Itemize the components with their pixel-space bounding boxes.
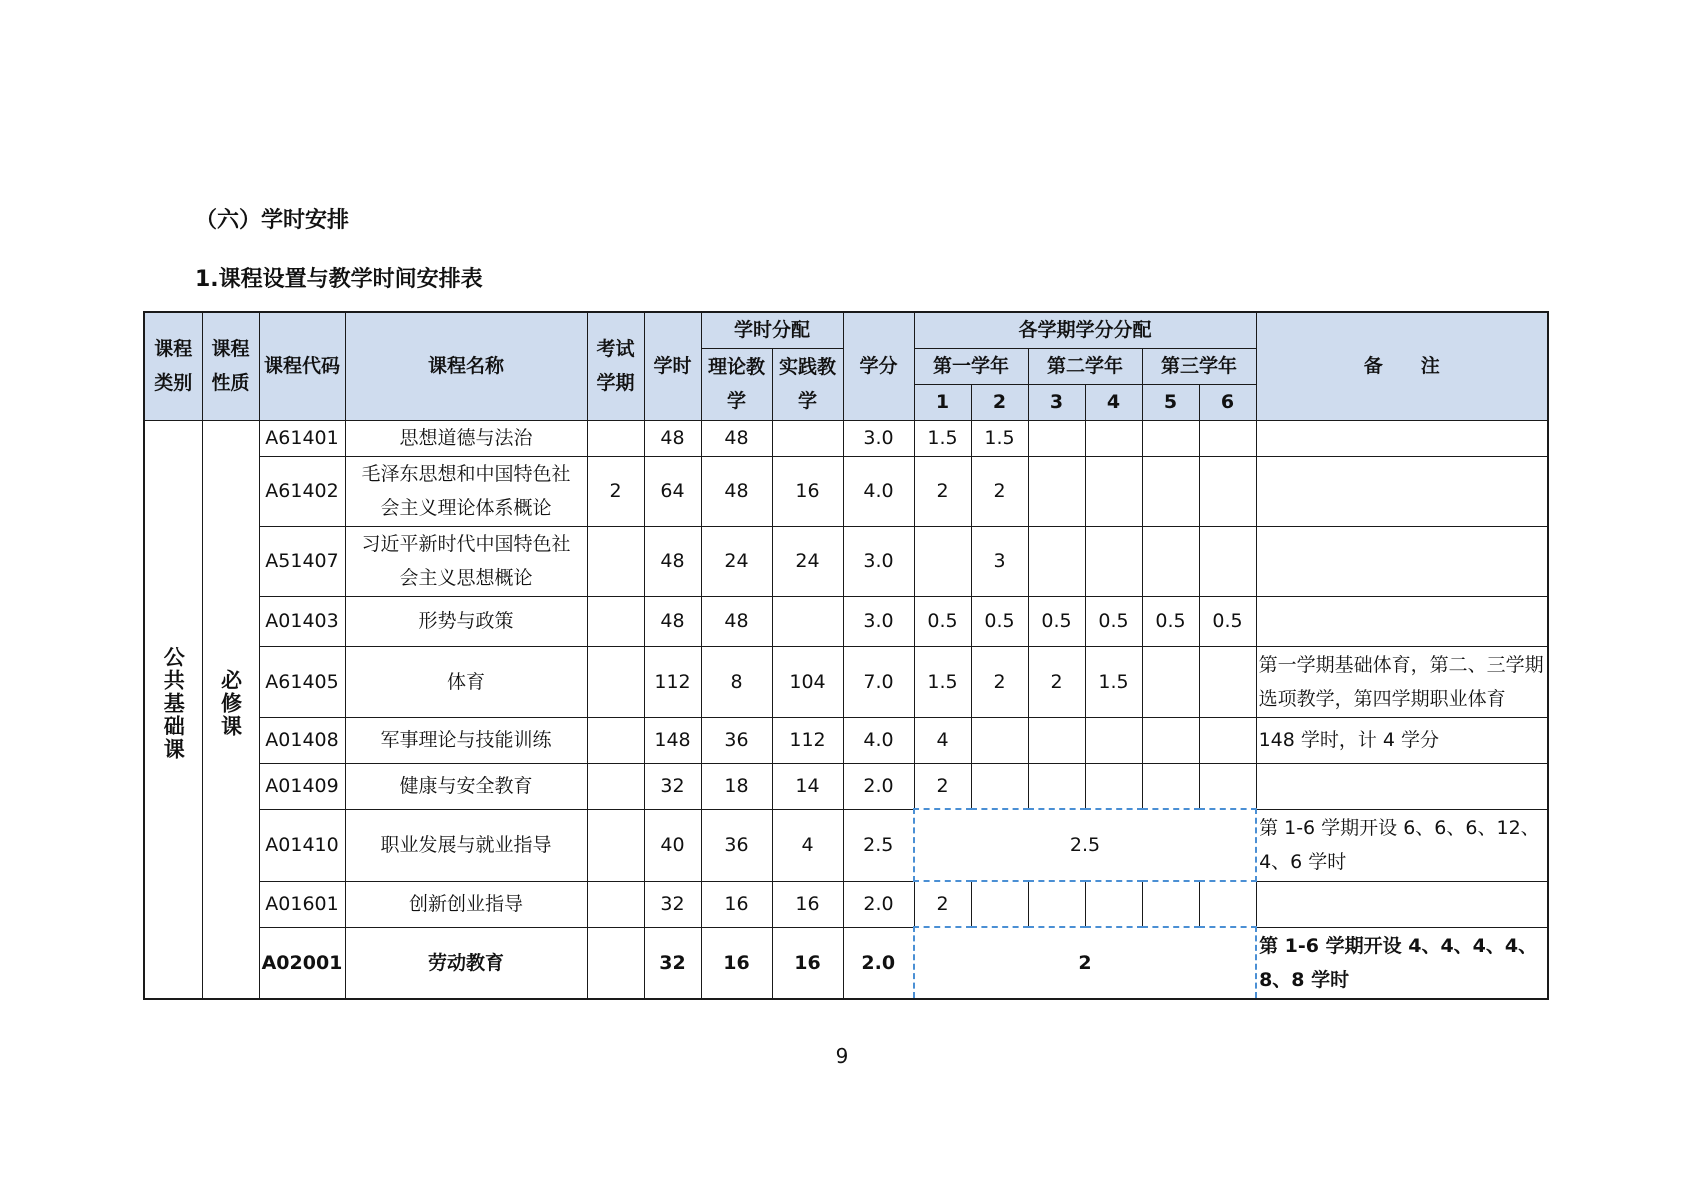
header-term: 5 <box>1142 384 1199 420</box>
header-year2: 第二学年 <box>1028 348 1142 384</box>
term-credit <box>1028 763 1085 809</box>
exam-term <box>587 596 644 646</box>
header-term: 6 <box>1199 384 1256 420</box>
table-row <box>144 717 1548 763</box>
term-credit: 2 <box>1028 646 1085 717</box>
term-credit <box>1028 881 1085 927</box>
table-row <box>144 927 1548 999</box>
course-code: A01601 <box>259 881 345 927</box>
header-remarks: 备 注 <box>1256 312 1548 420</box>
course-name: 思想道德与法治 <box>345 420 587 456</box>
section-heading: （六）学时安排 <box>195 208 350 233</box>
header-practice: 实践教学 <box>772 348 843 420</box>
course-name: 劳动教育 <box>345 927 587 999</box>
credits: 7.0 <box>843 646 914 717</box>
course-code: A61401 <box>259 420 345 456</box>
term-credit: 0.5 <box>914 596 971 646</box>
remark <box>1256 596 1548 646</box>
remark <box>1256 763 1548 809</box>
credits: 2.5 <box>843 809 914 881</box>
term-credit <box>1028 526 1085 596</box>
remark <box>1256 420 1548 456</box>
exam-term <box>587 717 644 763</box>
term-credit <box>914 526 971 596</box>
term-credit <box>1142 646 1199 717</box>
credits: 4.0 <box>843 456 914 526</box>
course-code: A61402 <box>259 456 345 526</box>
term-credit: 3 <box>971 526 1028 596</box>
exam-term <box>587 881 644 927</box>
exam-term <box>587 763 644 809</box>
theory-hours: 36 <box>701 717 772 763</box>
exam-term: 2 <box>587 456 644 526</box>
practice-hours: 14 <box>772 763 843 809</box>
theory-hours: 48 <box>701 456 772 526</box>
header-theory: 理论教学 <box>701 348 772 420</box>
term-credit: 1.5 <box>1085 646 1142 717</box>
term-credit <box>971 717 1028 763</box>
term-credit: 1.5 <box>971 420 1028 456</box>
course-category: 公共基础课 <box>161 646 186 762</box>
theory-hours: 24 <box>701 526 772 596</box>
hours: 148 <box>644 717 701 763</box>
remark <box>1256 526 1548 596</box>
course-nature: 必修课 <box>218 669 243 739</box>
term-credit <box>1142 526 1199 596</box>
hours: 32 <box>644 763 701 809</box>
term-credit <box>1142 717 1199 763</box>
credits: 3.0 <box>843 596 914 646</box>
term-credit <box>971 763 1028 809</box>
term-credit: 0.5 <box>971 596 1028 646</box>
term-credit <box>971 881 1028 927</box>
remark: 第一学期基础体育，第二、三学期选项教学，第四学期职业体育 <box>1256 646 1548 717</box>
header-term: 1 <box>914 384 971 420</box>
course-code: A01403 <box>259 596 345 646</box>
term-credit: 0.5 <box>1199 596 1256 646</box>
course-name: 毛泽东思想和中国特色社会主义理论体系概论 <box>345 456 587 526</box>
course-name: 体育 <box>345 646 587 717</box>
term-credit <box>1142 456 1199 526</box>
term-credit: 2 <box>914 763 971 809</box>
exam-term <box>587 526 644 596</box>
term-credit <box>1028 420 1085 456</box>
merged-term-credits: 2.5 <box>914 809 1256 881</box>
exam-term <box>587 420 644 456</box>
practice-hours: 104 <box>772 646 843 717</box>
exam-term <box>587 927 644 999</box>
practice-hours <box>772 420 843 456</box>
term-credit: 2 <box>914 881 971 927</box>
table-row <box>144 456 1548 526</box>
page-number: 9 <box>835 1044 849 1068</box>
theory-hours: 48 <box>701 420 772 456</box>
credits: 3.0 <box>843 526 914 596</box>
exam-term <box>587 809 644 881</box>
term-credit <box>1142 881 1199 927</box>
theory-hours: 36 <box>701 809 772 881</box>
term-credit <box>1199 717 1256 763</box>
practice-hours: 16 <box>772 456 843 526</box>
remark: 148 学时，计 4 学分 <box>1256 717 1548 763</box>
hours: 48 <box>644 526 701 596</box>
practice-hours: 4 <box>772 809 843 881</box>
course-name: 职业发展与就业指导 <box>345 809 587 881</box>
course-code: A02001 <box>259 927 345 999</box>
practice-hours: 16 <box>772 927 843 999</box>
term-credit: 2 <box>971 456 1028 526</box>
header-term: 3 <box>1028 384 1085 420</box>
header-credits: 学分 <box>843 312 914 420</box>
header-term-credits: 各学期学分分配 <box>914 312 1256 348</box>
term-credit <box>1199 456 1256 526</box>
remark <box>1256 456 1548 526</box>
table-row <box>144 646 1548 717</box>
course-code: A51407 <box>259 526 345 596</box>
term-credit <box>1085 456 1142 526</box>
theory-hours: 16 <box>701 927 772 999</box>
remark: 第 1-6 学期开设 6、6、6、12、4、6 学时 <box>1256 809 1548 881</box>
course-code: A01408 <box>259 717 345 763</box>
term-credit <box>1199 420 1256 456</box>
course-name: 形势与政策 <box>345 596 587 646</box>
term-credit <box>1142 420 1199 456</box>
term-credit <box>1085 881 1142 927</box>
course-name: 健康与安全教育 <box>345 763 587 809</box>
course-code: A01410 <box>259 809 345 881</box>
header-hours-alloc: 学时分配 <box>701 312 843 348</box>
term-credit <box>1028 456 1085 526</box>
term-credit <box>1028 717 1085 763</box>
hours: 48 <box>644 596 701 646</box>
hours: 112 <box>644 646 701 717</box>
header-name: 课程名称 <box>345 312 587 420</box>
term-credit <box>1199 526 1256 596</box>
term-credit <box>1085 420 1142 456</box>
term-credit <box>1142 763 1199 809</box>
term-credit: 4 <box>914 717 971 763</box>
remark: 第 1-6 学期开设 4、4、4、4、8、8 学时 <box>1256 927 1548 999</box>
header-nature: 课程性质 <box>202 312 259 420</box>
term-credit: 0.5 <box>1142 596 1199 646</box>
header-exam-term: 考试学期 <box>587 312 644 420</box>
term-credit <box>1085 526 1142 596</box>
hours: 64 <box>644 456 701 526</box>
table-row <box>144 526 1548 596</box>
header-term: 4 <box>1085 384 1142 420</box>
hours: 32 <box>644 881 701 927</box>
merged-term-credits: 2 <box>914 927 1256 999</box>
table-row <box>144 596 1548 646</box>
practice-hours: 24 <box>772 526 843 596</box>
course-nature-cell <box>202 420 259 999</box>
course-code: A61405 <box>259 646 345 717</box>
credits: 2.0 <box>843 881 914 927</box>
header-code: 课程代码 <box>259 312 345 420</box>
course-category-cell <box>144 420 202 999</box>
term-credit <box>1199 763 1256 809</box>
term-credit: 1.5 <box>914 646 971 717</box>
theory-hours: 18 <box>701 763 772 809</box>
term-credit: 0.5 <box>1085 596 1142 646</box>
header-hours: 学时 <box>644 312 701 420</box>
hours: 32 <box>644 927 701 999</box>
remark <box>1256 881 1548 927</box>
credits: 2.0 <box>843 927 914 999</box>
term-credit: 0.5 <box>1028 596 1085 646</box>
practice-hours: 112 <box>772 717 843 763</box>
theory-hours: 8 <box>701 646 772 717</box>
term-credit <box>1085 717 1142 763</box>
table-row <box>144 763 1548 809</box>
practice-hours <box>772 596 843 646</box>
credits: 3.0 <box>843 420 914 456</box>
exam-term <box>587 646 644 717</box>
table-row <box>144 809 1548 881</box>
header-term: 2 <box>971 384 1028 420</box>
theory-hours: 48 <box>701 596 772 646</box>
header-category: 课程类别 <box>144 312 202 420</box>
table-row <box>144 881 1548 927</box>
course-name: 习近平新时代中国特色社会主义思想概论 <box>345 526 587 596</box>
credits: 2.0 <box>843 763 914 809</box>
hours: 40 <box>644 809 701 881</box>
header-year3: 第三学年 <box>1142 348 1256 384</box>
term-credit <box>1199 646 1256 717</box>
hours: 48 <box>644 420 701 456</box>
term-credit <box>1085 763 1142 809</box>
header-year1: 第一学年 <box>914 348 1028 384</box>
course-schedule-table <box>143 311 1549 1000</box>
term-credit: 2 <box>971 646 1028 717</box>
term-credit <box>1199 881 1256 927</box>
course-name: 军事理论与技能训练 <box>345 717 587 763</box>
course-code: A01409 <box>259 763 345 809</box>
practice-hours: 16 <box>772 881 843 927</box>
term-credit: 2 <box>914 456 971 526</box>
term-credit: 1.5 <box>914 420 971 456</box>
theory-hours: 16 <box>701 881 772 927</box>
credits: 4.0 <box>843 717 914 763</box>
table-row <box>144 420 1548 456</box>
course-name: 创新创业指导 <box>345 881 587 927</box>
table-title: 1.课程设置与教学时间安排表 <box>195 267 483 292</box>
